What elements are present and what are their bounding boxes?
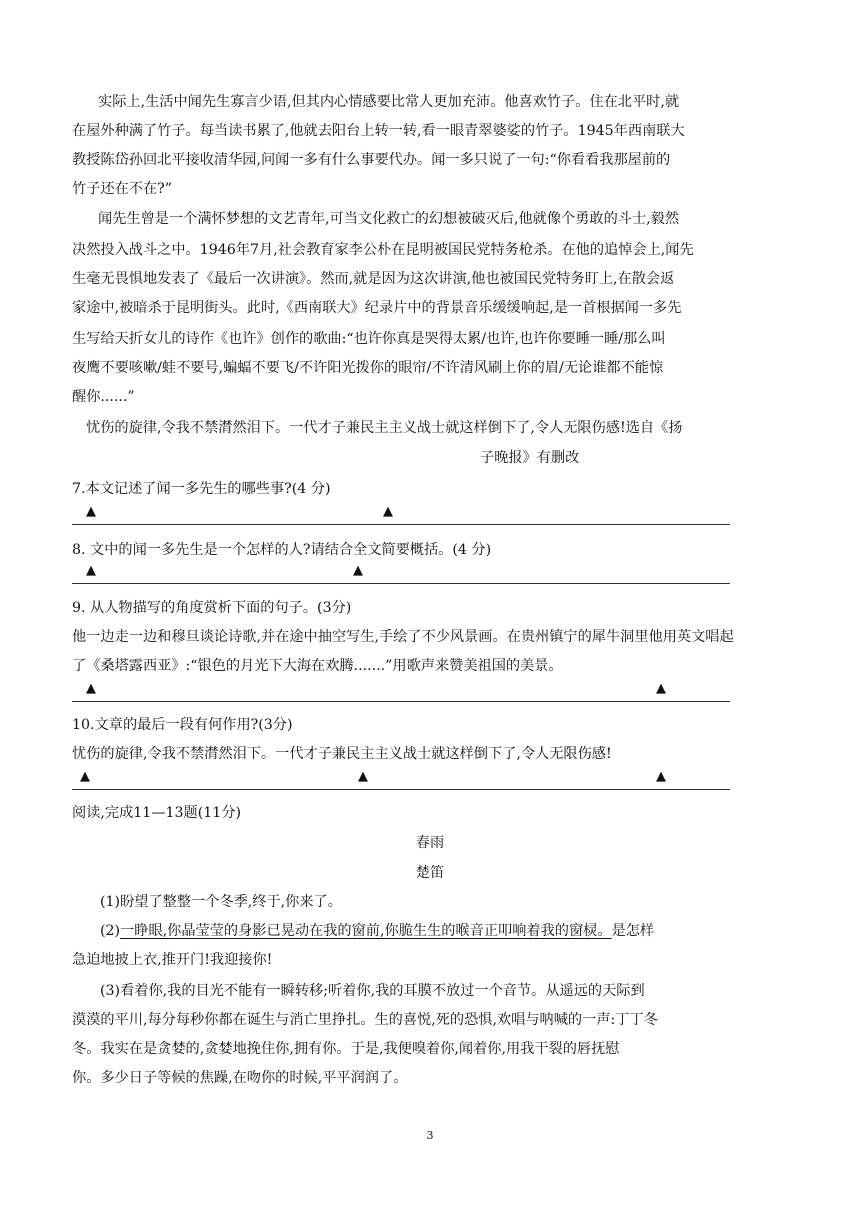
question-8: 8. 文中的闻一多先生是一个怎样的人?请结合全文简要概括。(4 分) (72, 542, 492, 558)
article-paragraph-1: (1)盼望了整整一个冬季,终于,你来了。 (100, 894, 342, 910)
article-line: 漠漠的平川,每分每秒你都在诞生与消亡里挣扎。生的喜悦,死的恐惧,欢唱与呐喊的一声:丁丁冬 (72, 1012, 658, 1028)
passage-line: 决然投入战斗之中。1946年7月,社会教育家李公朴在昆明被国民党特务枪杀。在他的追悼会上,闻先 (72, 242, 694, 258)
underlined-sentence: 一睁眼,你晶莹莹的身影已晃动在我的窗前,你脆生生的喉音正叩响着我的窗棂。 (120, 923, 612, 939)
article-paragraph-2 (100, 921, 654, 941)
passage-line: 忧伤的旋律,令我不禁潸然泪下。一代才子兼民主主义战士就这样倒下了,令人无限伤感!选自《扬 (86, 420, 683, 436)
question-7: 7.本文记述了闻一多先生的哪些事?(4 分) (72, 481, 331, 497)
answer-triangle-icon: ▲ (80, 769, 90, 784)
answer-triangle-icon: ▲ (353, 563, 363, 578)
answer-triangle-icon: ▲ (86, 504, 96, 519)
answer-line-q9[interactable] (72, 679, 730, 702)
paragraph-text: 是怎样 (611, 923, 655, 939)
answer-line-q10[interactable] (72, 767, 730, 790)
article-title: 春雨 (415, 835, 445, 851)
passage-line: 生毫无畏惧地发表了《最后一次讲演》。然而,就是因为这次讲演,他也被国民党特务盯上,在散会返 (72, 271, 675, 287)
article-paragraph-3: (3)看着你,我的目光不能有一瞬转移;听着你,我的耳膜不放过一个音节。从遥远的天际到 (100, 983, 645, 999)
passage-line: 闻先生曾是一个满怀梦想的文艺青年,可当文化救亡的幻想被破灭后,他就像个勇敢的斗士,毅然 (98, 211, 680, 227)
answer-line-q8[interactable] (72, 561, 730, 584)
passage-line: 生写给天折女儿的诗作《也许》创作的歌曲:“也许你真是哭得太累/也许,也许你要睡一睡/那么叫 (72, 331, 666, 347)
question-9-quote: 他一边走一边和穆旦谈论诗歌,并在途中抽空写生,手绘了不少风景画。在贵州镇宁的犀牛洞里他用英文唱起 (72, 629, 734, 645)
answer-triangle-icon: ▲ (358, 769, 368, 784)
paragraph-number: (2) (100, 923, 121, 939)
answer-triangle-icon: ▲ (656, 769, 666, 784)
passage-line: 在屋外种满了竹子。每当读书累了,他就去阳台上转一转,看一眼青翠婆娑的竹子。1945年西南联大 (72, 123, 685, 139)
answer-triangle-icon: ▲ (86, 681, 96, 696)
question-10-quote: 忧伤的旋律,令我不禁潸然泪下。一代才子兼民主主义战士就这样倒下了,令人无限伤感! (72, 746, 612, 762)
passage-line: 家途中,被暗杀于昆明街头。此时,《西南联大》纪录片中的背景音乐缓缓响起,是一首根据闻一多先 (72, 300, 682, 316)
answer-line-q7[interactable] (72, 502, 730, 525)
article-line: 你。多少日子等候的焦躁,在吻你的时候,平平润润了。 (72, 1070, 408, 1086)
page-number: 3 (426, 1129, 434, 1142)
answer-triangle-icon: ▲ (656, 681, 666, 696)
article-author: 楚笛 (415, 865, 445, 881)
answer-triangle-icon: ▲ (383, 504, 393, 519)
passage-line: 竹子还在不在?” (72, 181, 172, 197)
passage-line: 子晚报》有删改 (480, 450, 580, 466)
passage-line: 醒你......” (72, 389, 135, 405)
article-line: 急迫地披上衣,推开门!我迎接你! (72, 952, 273, 968)
passage-line: 实际上,生活中闻先生寡言少语,但其内心情感要比常人更加充沛。他喜欢竹子。住在北平时,就 (98, 94, 680, 110)
answer-triangle-icon: ▲ (86, 563, 96, 578)
article-line: 冬。我实在是贪婪的,贪婪地挽住你,拥有你。于是,我便嗅着你,闻着你,用我干裂的唇抚慰 (72, 1041, 620, 1057)
question-10: 10.文章的最后一段有何作用?(3分) (72, 717, 293, 733)
passage-line: 夜鹰不要咳嗽/蛙不要号,蝙蝠不要飞/不许阳光拨你的眼帘/不许清风刷上你的眉/无论谁都不能惊 (72, 360, 664, 376)
passage-line: 教授陈岱孙回北平接收清华园,问闻一多有什么事要代办。闻一多只说了一句:“你看看我那屋前的 (72, 152, 671, 168)
question-9: 9. 从人物描写的角度赏析下面的句子。(3分) (72, 600, 352, 616)
question-9-quote: 了《桑塔露西亚》:“银色的月光下大海在欢腾.......”用歌声来赞美祖国的美景。 (72, 658, 563, 674)
reading-intro: 阅读,完成11—13题(11分) (72, 805, 242, 821)
